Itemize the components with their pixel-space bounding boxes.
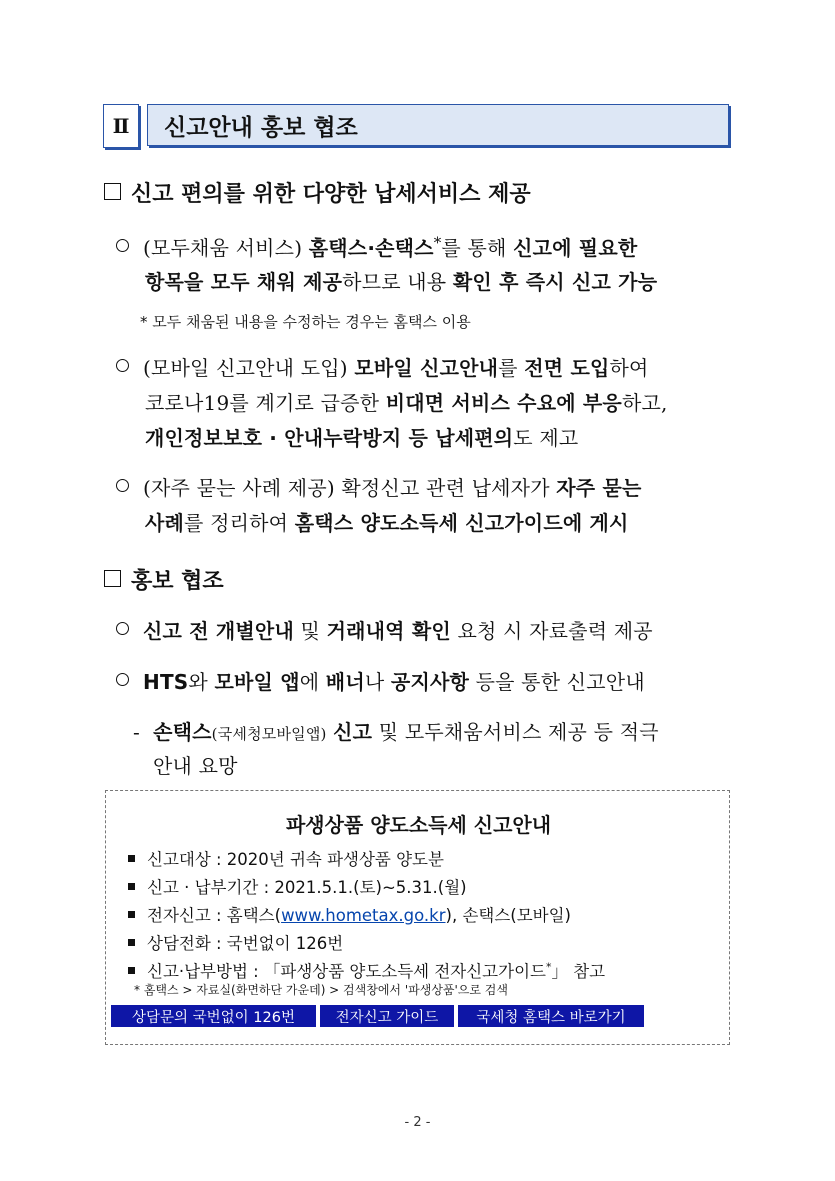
subheading-promotion: [104, 564, 224, 595]
circle-bullet-icon: [116, 359, 129, 372]
hometax-shortcut-button[interactable]: 국세청 홈택스 바로가기: [458, 1005, 644, 1027]
info-item-efiling: 전자신고 : 홈택스(www.hometax.go.kr), 손택스(모바일): [128, 902, 571, 926]
hometax-link[interactable]: www.hometax.go.kr: [281, 906, 446, 925]
bullet-faq-line1: (자주 묻는 사례 제공) 확정신고 관련 납세자가 자주 묻는: [116, 472, 642, 501]
subheading-service-text: 신고 편의를 위한 다양한 납세서비스 제공: [131, 182, 531, 207]
dash-sontax-line2: 안내 요망: [153, 754, 238, 778]
section-title: 신고안내 홍보 협조: [147, 104, 729, 146]
page-number: - 2 -: [404, 1115, 431, 1130]
square-bullet-icon: [128, 967, 135, 974]
bullet-prefill-line1: (모두채움 서비스) 홈택스·손택스*를 통해 신고에 필요한: [116, 232, 637, 261]
checkbox-square-icon: [104, 570, 121, 587]
square-bullet-icon: [128, 883, 135, 890]
section-number: Ⅱ: [103, 104, 139, 148]
bullet-mobile-line1: (모바일 신고안내 도입) 모바일 신고안내를 전면 도입하여: [116, 352, 649, 381]
checkbox-square-icon: [104, 183, 121, 200]
efiling-guide-button[interactable]: 전자신고 가이드: [320, 1005, 454, 1027]
info-item-phone: 상담전화 : 국번없이 126번: [128, 930, 343, 954]
circle-bullet-icon: [116, 239, 129, 252]
info-item-method: 신고·납부방법 : 「파생상품 양도소득세 전자신고가이드*」 참고: [128, 958, 605, 982]
bullet-mobile-line3: 개인정보보호 · 안내누락방지 등 납세편의도 제고: [145, 426, 579, 450]
subheading-service: [104, 177, 531, 208]
bullet-faq-line2: 사례를 정리하여 홈택스 양도소득세 신고가이드에 게시: [145, 511, 629, 535]
info-box-title: 파생상품 양도소득세 신고안내: [285, 813, 552, 837]
subheading-promotion-text: 홍보 협조: [131, 569, 224, 594]
square-bullet-icon: [128, 911, 135, 918]
bullet-individual-guide: 신고 전 개별안내 및 거래내역 확인 요청 시 자료출력 제공: [116, 615, 653, 644]
info-item-period: 신고 · 납부기간 : 2021.5.1.(토)~5.31.(월): [128, 874, 467, 898]
bullet-mobile-line2: 코로나19를 계기로 급증한 비대면 서비스 수요에 부응하고,: [145, 391, 668, 415]
info-box: [105, 790, 730, 1045]
bullet-hts-banner: HTS와 모바일 앱에 배너나 공지사항 등을 통한 신고안내: [116, 666, 645, 695]
dash-sontax-line1: - 손택스(국세청모바일앱) 신고 및 모두채움서비스 제공 등 적극: [133, 720, 659, 744]
square-bullet-icon: [128, 855, 135, 862]
circle-bullet-icon: [116, 479, 129, 492]
consult-126-button[interactable]: 상담문의 국번없이 126번: [111, 1005, 316, 1027]
bullet-prefill-line2: 항목을 모두 채워 제공하므로 내용 확인 후 즉시 신고 가능: [145, 270, 658, 294]
circle-bullet-icon: [116, 622, 129, 635]
circle-bullet-icon: [116, 673, 129, 686]
info-item-target: 신고대상 : 2020년 귀속 파생상품 양도분: [128, 846, 444, 870]
square-bullet-icon: [128, 939, 135, 946]
footnote-prefill: * 모두 채움된 내용을 수정하는 경우는 홈택스 이용: [140, 313, 471, 331]
info-footnote: * 홈택스 > 자료실(화면하단 가운데) > 검색창에서 '파생상품'으로 검색: [134, 983, 508, 997]
